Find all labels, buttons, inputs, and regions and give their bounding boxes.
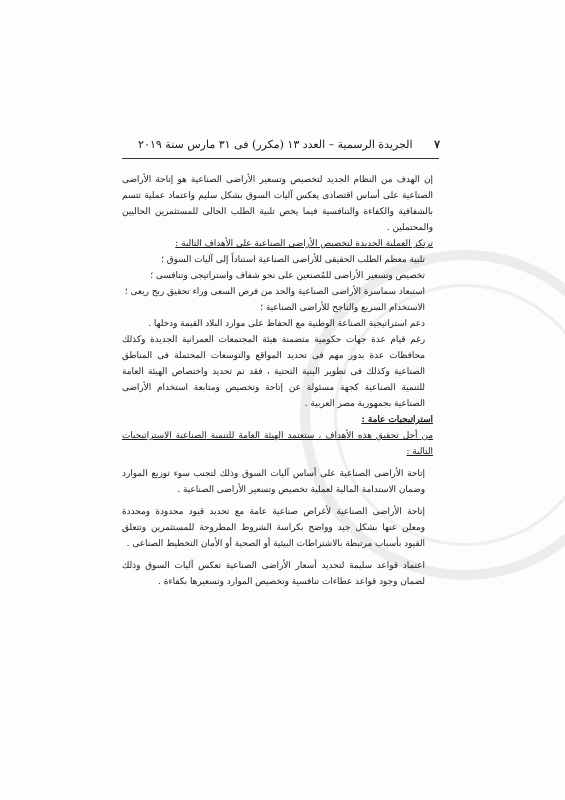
strategy-item: إتاحة الأراضى الصناعية على أساس آليات السوق وذلك لتجنب سوء توزيع الموارد وضمان الاستدامة المالية لعملية تخصيص وتسعير الأراضى الصناعية . xyxy=(122,469,425,495)
authority-paragraph: رغم قيام عدة جهات حكومية متضمنة هيئة المجتمعات العمرانية الجديدة وكذلك محافظات عدة بدور مهم فى تحديد المواقع والتوسعات المحتملة فى المناطق الصناعية وكذلك فى تطوير البنية التحتية ، فقد تم تحديد واختصاص الهيئة العامة للتنمية الصناعية كجهة مسئولة عن إتاحة وتخصيص ومتابعة استخدام الأراضى الصناعية بجمهورية مصر العربية . xyxy=(122,335,425,409)
header-divider xyxy=(122,158,439,159)
strategy-item: إتاحة الأراضى الصناعية لأغراض صناعية عامة مع تحديد قيود محدودة ومحددة ومعلن عنها بشكل جيد وواضح بكراسة الشروط المطروحة للمستثمرين وتتعلق القيود بأسباب مرتبطة بالاشتراطات البيئية أو الصحية أو الأمان التخطيط الصناعى . xyxy=(122,507,425,549)
page-number: ٧ xyxy=(434,138,440,151)
strategy-item: اعتماد قواعد سليمة لتحديد أسعار الأراضى الصناعية تعكس آليات السوق وذلك لضمان وجود قواعد عطاءات تنافسية وتخصيص الموارد وتسعيرها بكفاءة . xyxy=(122,561,425,587)
objective-item: استبعاد سماسرة الأراضى الصناعية والحد من فرص السعى وراء تحقيق ربح ريعى ؛ xyxy=(124,287,425,297)
strategies-heading: استراتيجيات عامة : xyxy=(361,415,433,425)
strategies-intro: من أجل تحقيق هذه الأهداف ، ستعتمد الهيئة العامة للتنمية الصناعية الاستراتيجيات التالية : xyxy=(122,431,433,457)
gazette-title: الجريدة الرسمية – العدد ١٣ (مكرر) فى ٣١ مارس سنة ٢٠١٩ xyxy=(138,138,413,151)
objective-item: دعم استراتيجية الصناعة الوطنية مع الحفاظ على موارد البلاد القيمة ودخلها . xyxy=(148,319,425,329)
objective-item: تخصيص وتسعير الأراضى للمُصنعين على نحو شفاف واستراتيجى وتنافسى ؛ xyxy=(150,271,425,281)
objectives-heading: ترتكز العملية الجديدة لتخصيص الأراضى الصناعية على الأهداف التالية : xyxy=(175,239,433,249)
page-header xyxy=(120,138,440,151)
objective-item: تلبية معظم الطلب الحقيقى للأراضى الصناعية استناداً إلى آليات السوق ؛ xyxy=(161,255,425,265)
objective-item: الاستخدام السريع والناجح للأراضى الصناعية ؛ xyxy=(260,303,425,313)
document-body xyxy=(122,172,439,590)
intro-paragraph: إن الهدف من النظام الجديد لتخصيص وتسعير الأراضى الصناعية هو إتاحة الأراضى الصناعية على أساس اقتصادى يعكس آليات السوق بشكل سليم واعتماد عملية تتسم بالشفافية والكفاءة والتنافسية فيما يخص تلبية الطلب الحالى للمستثمرين الحاليين والمحتملين . xyxy=(122,175,433,233)
